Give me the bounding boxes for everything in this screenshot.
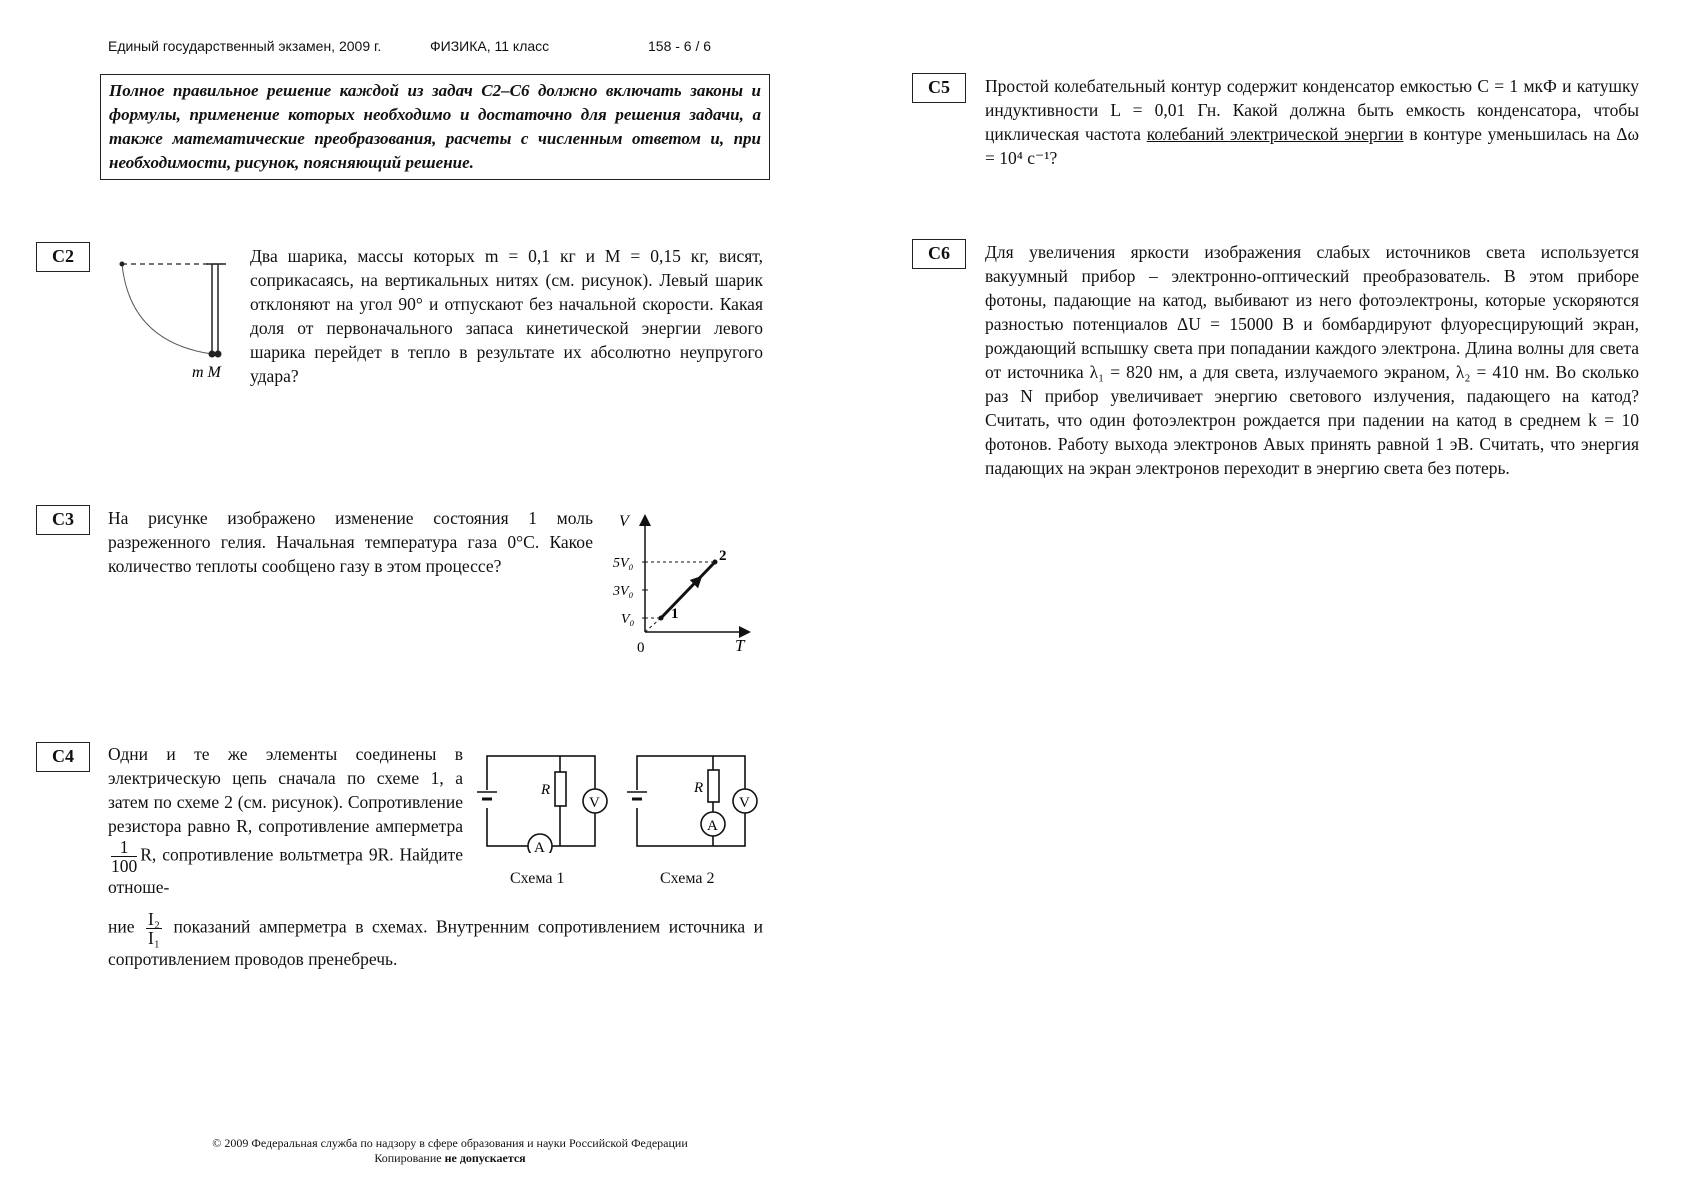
point-2-label: 2	[719, 548, 727, 564]
footer-copy-prefix: Копирование	[374, 1151, 442, 1165]
task-c4-text-block	[108, 742, 463, 899]
fraction-1-num: 1	[111, 838, 137, 857]
masses-label: m M	[192, 364, 221, 381]
scheme1-voltmeter-label: V	[589, 795, 600, 811]
task-c6-text: Для увеличения яркости изображения слабых источников света используется вакуумный прибор – электронно-оптический преобразователь. В этом приборе фотоны, падающие на катод, выбивают из него фотоэлектроны, которые ускоряются разностью потенциалов ΔU = 15000 В и бомбардируют флуоресцирующий экран, рождающий вспышку света при попадании каждого электрона. Длина волны для света от источника λ₁ = 820 нм, а для света, излучаемого экраном, λ₂ = 410 нм. Во сколько раз N прибор увеличивает энергию светового излучения, падающего на катод? Считать, что один фотоэлектрон рождается при падении на катод в среднем k = 10 фотонов. Работу выхода электронов Aвых принять равной 1 эВ. Считать, что энергия падающих на экран электронов переходит в энергию света без потерь.	[985, 242, 1639, 478]
task-c4-text-part3-suffix: показаний амперметра в схемах. Внутренним сопротивлением источника и сопротивлением проводов пренебречь.	[108, 916, 763, 969]
task-c5-text-block	[985, 74, 1639, 170]
scheme1-resistor-label: R	[541, 782, 551, 798]
task-c6-tag: С6	[912, 239, 966, 269]
header-page: 158 - 6 / 6	[648, 38, 712, 54]
scheme-2-caption: Схема 2	[660, 870, 715, 887]
task-c4-text-part1: Одни и те же элементы соединены в электрическую цепь сначала по схеме 1, а затем по схеме 2 (см. рисунок). Сопротивление резистора равно R, сопротивление амперметра	[108, 744, 463, 836]
task-c2-tag: С2	[36, 242, 90, 272]
tick-v0: V₀	[621, 612, 635, 627]
task-c4-text-part3-prefix: ние	[108, 916, 135, 937]
footer-copy-bold: не допускается	[444, 1151, 526, 1165]
tick-3v0: 3V₀	[613, 584, 634, 599]
task-c3-text: На рисунке изображено изменение состояния 1 моль разреженного гелия. Начальная температура газа 0°С. Какое количество теплоты сообщено газу в этом процессе?	[108, 508, 593, 576]
task-c4-text-part2: R, сопротивление вольтметра 9R. Найдите отноше-	[108, 844, 463, 897]
task-c5-text-end: в контуре уменьшилась на Δω = 10⁴ с⁻¹?	[985, 124, 1640, 168]
footer-copy-notice	[150, 1151, 750, 1166]
fraction-2-den: I₁	[148, 928, 160, 948]
v-axis-label: V	[619, 513, 629, 530]
footer	[150, 1136, 750, 1166]
task-c4-text-block2	[108, 910, 763, 971]
fraction-2-num: I₂	[148, 909, 160, 929]
pendulum-figure	[110, 250, 240, 385]
scheme1-ammeter-label: A	[534, 840, 545, 853]
scheme2-ammeter-label: A	[707, 818, 718, 834]
footer-copyright: © 2009 Федеральная служба по надзору в сфере образования и науки Российской Федерации	[212, 1136, 688, 1150]
task-c2-text: Два шарика, массы которых m = 0,1 кг и M = 0,15 кг, висят, соприкасаясь, на вертикальных нитях (см. рисунок). Левый шарик отклоняют на угол 90° и отпускают без начальной скорости. Какая доля от первоначального запаса кинетической энергии левого шарика перейдет в тепло в результате их абсолютно неупругого удара?	[250, 246, 763, 386]
tick-5v0: 5V₀	[613, 556, 634, 571]
header-exam: Единый государственный экзамен, 2009 г.	[108, 38, 382, 54]
fraction-1-100	[111, 838, 137, 875]
circuit-scheme-1	[475, 748, 615, 853]
fraction-1-den: 100	[111, 856, 138, 876]
scheme2-resistor-label: R	[694, 780, 704, 796]
task-c4-tag: С4	[36, 742, 90, 772]
t-axis-label: T	[735, 636, 745, 655]
fraction-i2-i1	[146, 910, 162, 947]
task-c5-text: Простой колебательный контур содержит конденсатор емкостью C = 1 мкФ и катушку индуктивности L = 0,01 Гн. Какой должна быть емкость конденсатора, чтобы циклическая частота	[985, 76, 1639, 144]
task-c5-underlined: колебаний электрической энергии	[1146, 124, 1404, 144]
scheme-1-caption: Схема 1	[510, 870, 565, 887]
scheme2-voltmeter-label: V	[739, 795, 750, 811]
circuit-scheme-2	[625, 748, 765, 853]
task-c5-tag: С5	[912, 73, 966, 103]
task-c3-tag: С3	[36, 505, 90, 535]
point-1-label: 1	[671, 606, 679, 622]
origin-label: 0	[637, 640, 645, 656]
header-subject: ФИЗИКА, 11 класс	[430, 38, 550, 54]
vt-graph	[605, 510, 765, 660]
instructions-notice: Полное правильное решение каждой из задач С2–С6 должно включать законы и формулы, применение которых необходимо и достаточно для решения задачи, а также математические преобразования, расчеты с численным ответом и, при необходимости, рисунок, поясняющий решение.	[100, 74, 770, 180]
